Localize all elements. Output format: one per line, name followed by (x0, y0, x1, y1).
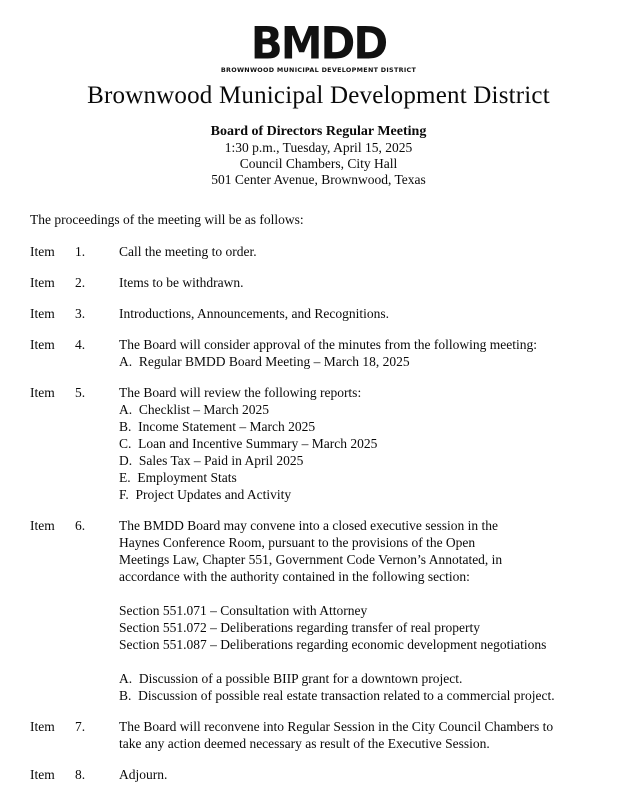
agenda-item-number: 8. (75, 767, 86, 782)
agenda-item-1 (30, 243, 607, 260)
agenda-item-line: A. Regular BMDD Board Meeting – March 18, 2025 (119, 354, 410, 369)
agenda-item-number: 7. (75, 719, 86, 734)
agenda-item-number: 6. (75, 518, 86, 533)
agenda-item-text (119, 766, 607, 783)
agenda-item-line: Introductions, Announcements, and Recognitions. (119, 306, 389, 321)
agenda-item-line: A. Discussion of a possible BIIP grant for a downtown project. (119, 671, 463, 686)
agenda-item-text (119, 384, 607, 503)
agenda-item-label: Item (30, 719, 55, 734)
bmdd-logo-acronym: BMDD (250, 17, 387, 70)
meeting-heading: Board of Directors Regular Meeting (210, 124, 427, 139)
agenda-item-line: The Board will consider approval of the minutes from the following meeting: (119, 337, 538, 352)
agenda-item-line: Haynes Conference Room, pursuant to the provisions of the Open (119, 535, 476, 550)
bmdd-logo-tagline: BROWNWOOD MUNICIPAL DEVELOPMENT DISTRICT (220, 66, 417, 74)
agenda-item-line: B. Income Statement – March 2025 (119, 419, 316, 434)
meeting-details (30, 123, 607, 188)
agenda-item-8 (30, 766, 607, 783)
agenda-item-line: D. Sales Tax – Paid in April 2025 (119, 453, 304, 468)
agenda-item-4 (30, 336, 607, 370)
bmdd-logo (30, 17, 607, 74)
meeting-location: Council Chambers, City Hall (239, 156, 398, 171)
agenda-item-number: 3. (75, 306, 86, 321)
agenda-item-7 (30, 718, 607, 752)
agenda-item-text (119, 336, 607, 370)
agenda-item-line: accordance with the authority contained in the following section: (119, 569, 470, 584)
agenda-items-list (30, 243, 607, 783)
agenda-item-line: Section 551.071 – Consultation with Attorney (119, 603, 368, 618)
agenda-item-label: Item (30, 244, 55, 259)
meeting-datetime: 1:30 p.m., Tuesday, April 15, 2025 (224, 140, 413, 155)
agenda-item-label: Item (30, 767, 55, 782)
agenda-item-line: C. Loan and Incentive Summary – March 2025 (119, 436, 378, 451)
agenda-item-text (119, 718, 607, 752)
agenda-item-number: 4. (75, 337, 86, 352)
agenda-item-label: Item (30, 385, 55, 400)
agenda-item-2 (30, 274, 607, 291)
agenda-item-line: B. Discussion of possible real estate transaction related to a commercial project. (119, 688, 555, 703)
agenda-item-label: Item (30, 306, 55, 321)
agenda-item-label: Item (30, 275, 55, 290)
proceedings-intro: The proceedings of the meeting will be as follows: (30, 212, 304, 227)
agenda-item-line: The Board will review the following reports: (119, 385, 362, 400)
agenda-item-line: The BMDD Board may convene into a closed executive session in the (119, 518, 499, 533)
agenda-item-line: take any action deemed necessary as result of the Executive Session. (119, 736, 490, 751)
agenda-item-number: 1. (75, 244, 86, 259)
agenda-item-label: Item (30, 518, 55, 533)
agenda-item-text (119, 305, 607, 322)
meeting-address: 501 Center Avenue, Brownwood, Texas (211, 172, 426, 187)
agenda-item-line: Section 551.087 – Deliberations regarding economic development negotiations (119, 637, 547, 652)
agenda-item-line: F. Project Updates and Activity (119, 487, 292, 502)
agenda-item-6 (30, 517, 607, 704)
document-title: Brownwood Municipal Development District (87, 82, 550, 109)
agenda-item-line: The Board will reconvene into Regular Session in the City Council Chambers to (119, 719, 554, 734)
agenda-item-text (119, 274, 607, 291)
agenda-item-line: Adjourn. (119, 767, 168, 782)
agenda-item-line: Section 551.072 – Deliberations regarding transfer of real property (119, 620, 481, 635)
agenda-item-5 (30, 384, 607, 503)
agenda-item-number: 2. (75, 275, 86, 290)
agenda-item-line (119, 585, 607, 602)
agenda-item-line: A. Checklist – March 2025 (119, 402, 269, 417)
agenda-item-label: Item (30, 337, 55, 352)
agenda-item-number: 5. (75, 385, 86, 400)
agenda-item-line: Call the meeting to order. (119, 244, 257, 259)
agenda-item-3 (30, 305, 607, 322)
agenda-item-line (119, 653, 607, 670)
agenda-item-line: E. Employment Stats (119, 470, 237, 485)
agenda-item-line: Meetings Law, Chapter 551, Government Code Vernon’s Annotated, in (119, 552, 503, 567)
agenda-item-text (119, 517, 607, 704)
agenda-item-line: Items to be withdrawn. (119, 275, 244, 290)
agenda-item-text (119, 243, 607, 260)
